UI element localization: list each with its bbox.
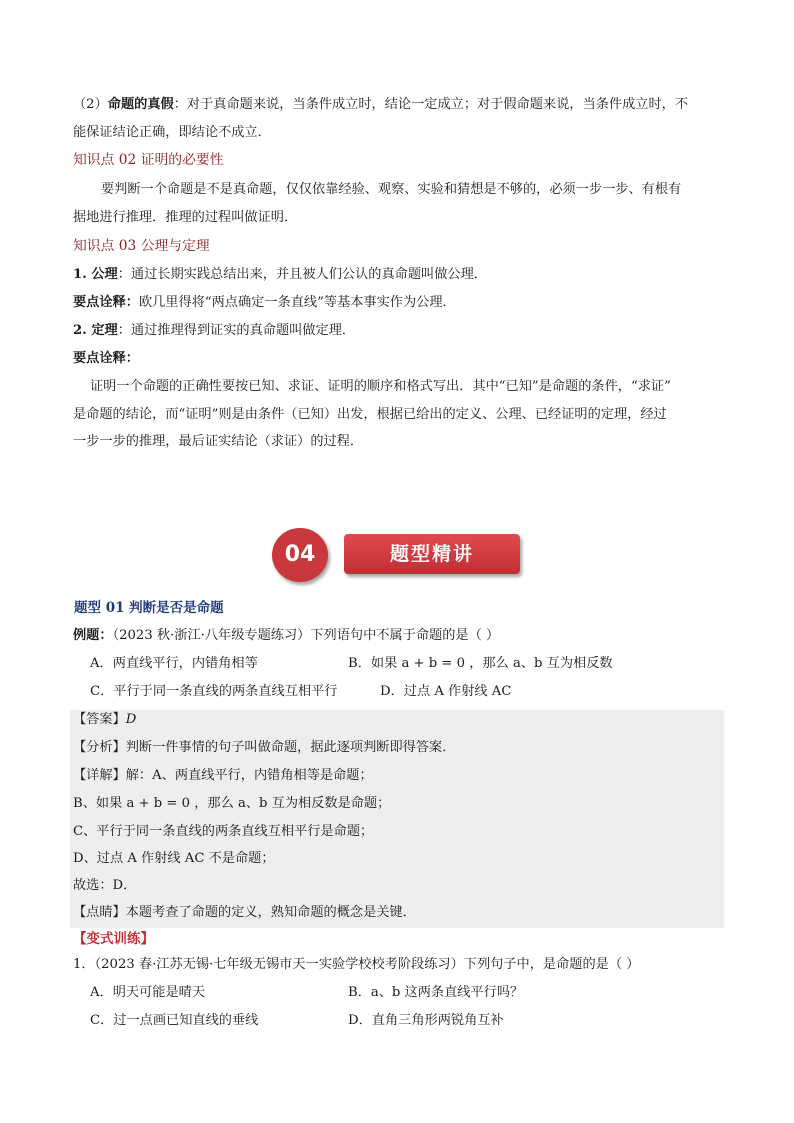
option-b: B．如果 a + b = 0 ，那么 a、b 互为相反数	[348, 656, 613, 671]
detail-line: C、平行于同一条直线的两条直线互相平行是命题；	[73, 824, 374, 839]
paragraph-text: ：通过长期实践总结出来，并且被人们公认的真命题叫做公理．	[117, 267, 487, 282]
section-banner	[272, 528, 524, 582]
example-label: 例题：	[73, 628, 113, 643]
axiom-line	[73, 266, 487, 284]
theorem-line	[73, 322, 355, 340]
paragraph-text: ：通过推理得到证实的真命题叫做定理．	[117, 323, 356, 338]
question-type-title: 题型 01 判断是否是命题	[74, 600, 224, 616]
term-label: 1. 公理	[73, 267, 118, 282]
paragraph-line	[73, 96, 688, 114]
banner-number-badge	[272, 528, 328, 582]
term-label: 2. 定理	[73, 323, 118, 338]
practice-question: 1．（2023 春·江苏无锡·七年级无锡市天一实验学校校考阶段练习）下列句子中，是命题的是（ ）	[73, 957, 640, 972]
option-c: C．过一点画已知直线的垂线	[90, 1013, 259, 1028]
knowledge-point-title: 知识点 03 公理与定理	[73, 238, 210, 254]
note-label: 要点诠释：	[73, 351, 139, 366]
answer-value: D	[125, 712, 137, 727]
term-label: 要点诠释：	[73, 295, 139, 310]
analysis-label: 【分析】	[73, 740, 126, 755]
paragraph-line: 证明一个命题的正确性要按已知、求证、证明的顺序和格式写出．其中“已知”是命题的条件，“求证”	[90, 379, 671, 394]
analysis-text: 判断一件事情的句子叫做命题，据此逐项判断即得答案．	[125, 740, 456, 755]
paragraph-text: ：对于真命题来说，当条件成立时，结论一定成立；对于假命题来说，当条件成立时，不	[173, 97, 689, 112]
paragraph-line: 能保证结论正确，即结论不成立．	[73, 125, 271, 140]
option-d: D．过点 A 作射线 AC	[380, 684, 512, 699]
banner-gap	[328, 540, 344, 570]
comment-text: 本题考查了命题的定义，熟知命题的概念是关键．	[125, 905, 416, 920]
analysis-line	[73, 739, 455, 757]
banner-label: 题型精讲	[389, 543, 474, 565]
example-text: （2023 秋·浙江·八年级专题练习）下列语句中不属于命题的是（ ）	[112, 628, 500, 643]
option-b: B．a、b 这两条直线平行吗？	[348, 985, 524, 1000]
note-line	[73, 294, 456, 312]
paragraph-line: 要判断一个命题是不是真命题，仅仅依靠经验、观察、实验和猜想是不够的，必须一步一步、有根有	[101, 182, 682, 197]
banner-number: 04	[284, 542, 316, 567]
option-a: A．两直线平行，内错角相等	[90, 656, 258, 671]
detail-line: D、过点 A 作射线 AC 不是命题；	[73, 851, 275, 866]
comment-label: 【点睛】	[73, 905, 126, 920]
detail-label: 【详解】	[73, 768, 126, 783]
detail-line: B、如果 a + b = 0 ，那么 a、b 互为相反数是命题；	[73, 796, 391, 811]
option-a: A．明天可能是晴天	[90, 985, 206, 1000]
option-c: C．平行于同一条直线的两条直线互相平行	[90, 684, 338, 699]
banner-label-box	[344, 534, 520, 574]
comment-line	[73, 904, 416, 922]
term-label: 命题的真假	[107, 97, 174, 112]
practice-header: 【变式训练】	[73, 931, 154, 947]
detail-line	[73, 767, 373, 785]
paragraph-line: 据地进行推理．推理的过程叫做证明．	[73, 210, 298, 225]
option-d: D．直角三角形两锐角互补	[348, 1013, 504, 1028]
detail-text: 解：A、两直线平行，内错角相等是命题；	[125, 768, 373, 783]
paragraph-line: 是命题的结论，而“证明”则是由条件（已知）出发，根据已给出的定义、公理、已经证明的定理，经过	[73, 407, 667, 422]
knowledge-point-title: 知识点 02 证明的必要性	[73, 152, 224, 168]
answer-line	[73, 711, 136, 729]
example-line	[73, 627, 499, 645]
detail-line: 故选：D．	[73, 878, 137, 893]
paragraph-text: 欧几里得将“两点确定一条直线”等基本事实作为公理．	[138, 295, 456, 310]
answer-label: 【答案】	[73, 712, 126, 727]
item-number: （2）	[73, 97, 108, 112]
paragraph-line: 一步一步的推理，最后证实结论（求证）的过程．	[73, 434, 364, 449]
